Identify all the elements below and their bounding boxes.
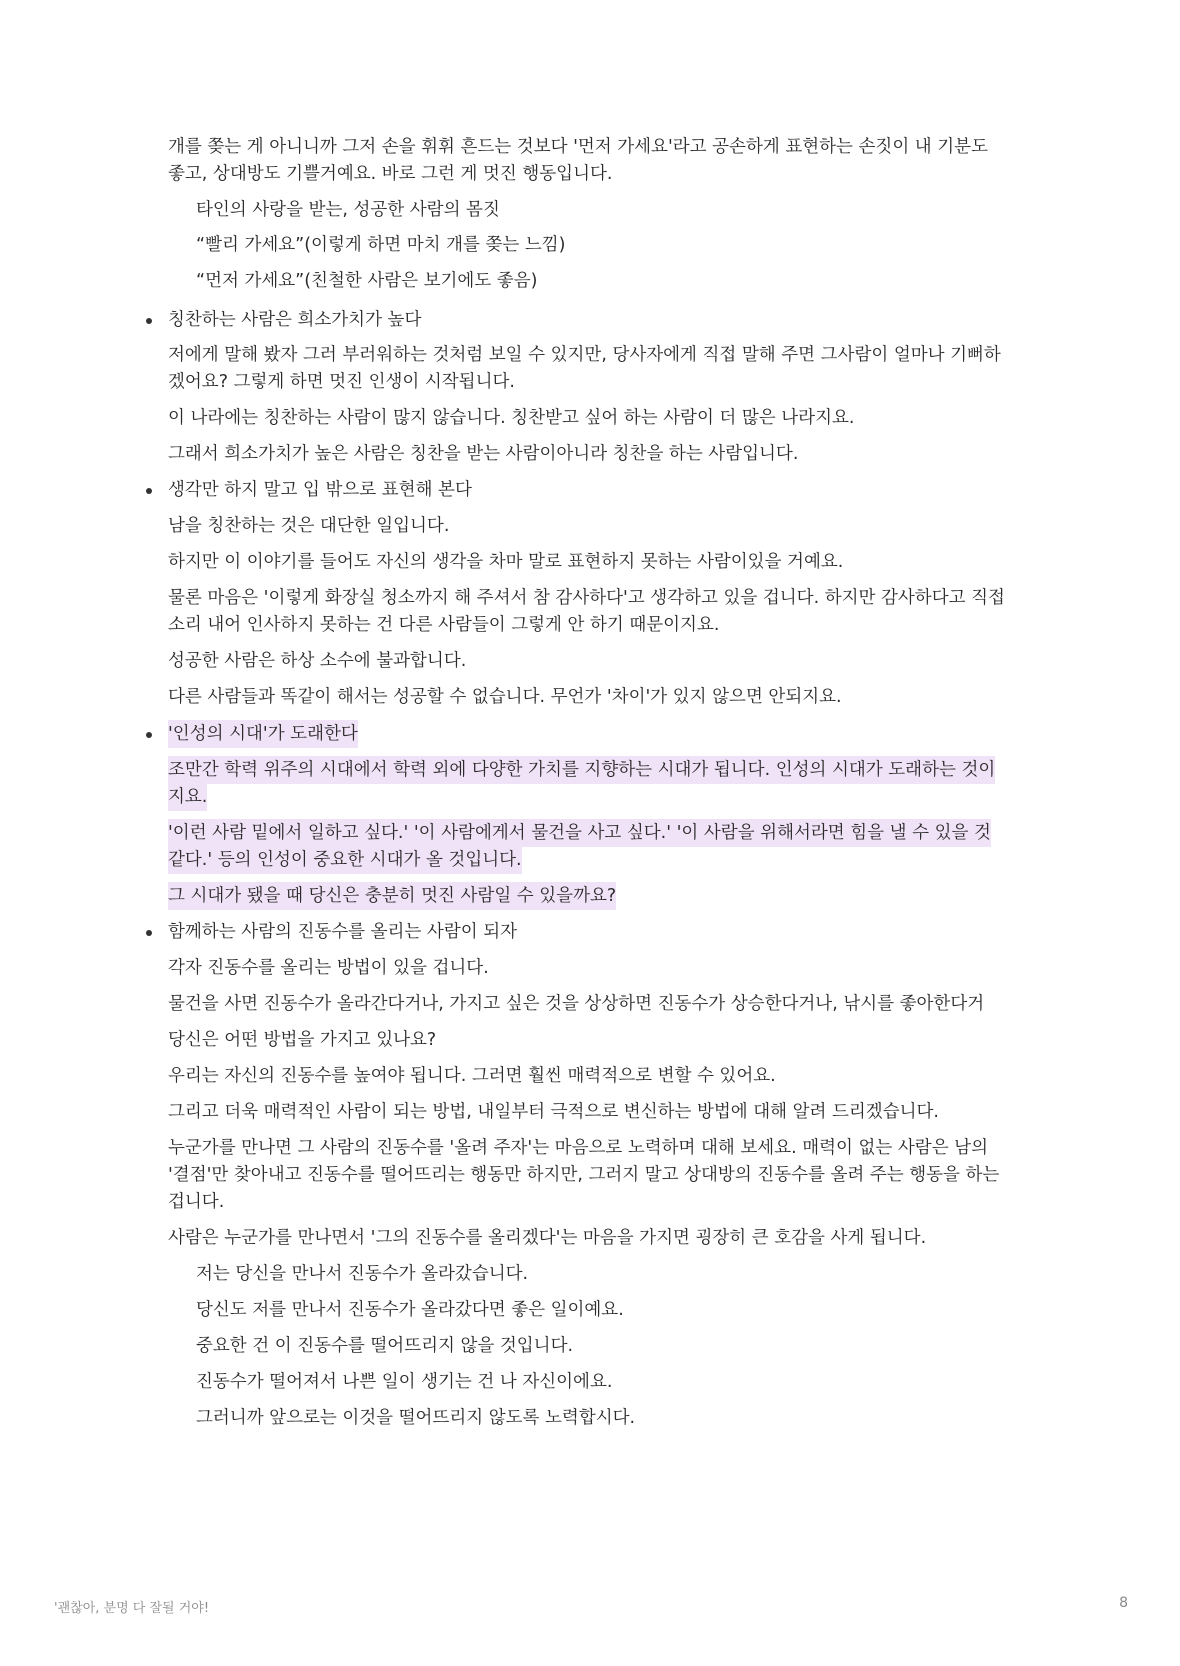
paragraph-line: 물론 마음은 '이렇게 화장실 청소까지 해 주셔서 참 감사하다'고 생각하고 있을 겁니다. 하지만 감사하다고 직접 <box>168 588 1005 608</box>
indented-line: 당신도 저를 만나서 진동수가 올라갔다면 좋은 일이예요. <box>196 1300 624 1320</box>
paragraph-line: 하지만 이 이야기를 들어도 자신의 생각을 차마 말로 표현하지 못하는 사람이있을 거예요. <box>168 552 844 572</box>
highlighted-bullet-heading: '인성의 시대'가 도래한다 <box>168 720 358 748</box>
indented-line: 중요한 건 이 진동수를 떨어뜨리지 않을 것입니다. <box>196 1336 574 1356</box>
bullet-heading: 생각만 하지 말고 입 밖으로 표현해 본다 <box>168 480 472 500</box>
paragraph-line: 그리고 더욱 매력적인 사람이 되는 방법, 내일부터 극적으로 변신하는 방법에 대해 알려 드리겠습니다. <box>168 1102 939 1122</box>
paragraph-line: 다른 사람들과 똑같이 해서는 성공할 수 없습니다. 무언가 '차이'가 있지 않으면 안되지요. <box>168 687 842 707</box>
paragraph-line: 각자 진동수를 올리는 방법이 있을 겁니다. <box>168 958 489 978</box>
highlighted-line: 그 시대가 됐을 때 당신은 충분히 멋진 사람일 수 있을까요? <box>168 882 616 910</box>
footer-book-title: '괜찮아, 분명 다 잘될 거야! <box>54 1601 210 1616</box>
paragraph-line: 소리 내어 인사하지 못하는 건 다른 사람들이 그렇게 안 하기 때문이지요. <box>168 615 720 635</box>
paragraph-line: 그래서 희소가치가 높은 사람은 칭찬을 받는 사람이아니라 칭찬을 하는 사람입니다. <box>168 444 799 464</box>
indented-line: 타인의 사랑을 받는, 성공한 사람의 몸짓 <box>196 200 500 220</box>
paragraph-line: '결점'만 찾아내고 진동수를 떨어뜨리는 행동만 하지만, 그러지 말고 상대방의 진동수를 올려 주는 행동을 하는 <box>168 1165 1000 1185</box>
paragraph-line: 우리는 자신의 진동수를 높여야 됩니다. 그러면 훨씬 매력적으로 변할 수 있어요. <box>168 1066 776 1086</box>
paragraph-line: 겁니다. <box>168 1192 225 1212</box>
paragraph-line: 이 나라에는 칭찬하는 사람이 많지 않습니다. 칭찬받고 싶어 하는 사람이 더 많은 나라지요. <box>168 408 855 428</box>
paragraph-line: 저에게 말해 봤자 그러 부러워하는 것처럼 보일 수 있지만, 당사자에게 직접 말해 주면 그사람이 얼마나 기뻐하 <box>168 345 1001 365</box>
paragraph-line: 당신은 어떤 방법을 가지고 있나요? <box>168 1030 437 1050</box>
paragraph-line: 사람은 누군가를 만나면서 '그의 진동수를 올리겠다'는 마음을 가지면 굉장히 큰 호감을 사게 됩니다. <box>168 1228 927 1248</box>
paragraph-line: 겠어요? 그렇게 하면 멋진 인생이 시작됩니다. <box>168 372 515 392</box>
bullet-heading: 함께하는 사람의 진동수를 올리는 사람이 되자 <box>168 922 518 942</box>
paragraph-line: 남을 칭찬하는 것은 대단한 일입니다. <box>168 516 450 536</box>
paragraph-line: 성공한 사람은 하상 소수에 불과합니다. <box>168 651 467 671</box>
paragraph-line: 물건을 사면 진동수가 올라간다거나, 가지고 싶은 것을 상상하면 진동수가 상승한다거나, 낚시를 좋아한다거 <box>168 994 985 1014</box>
highlighted-line: 조만간 학력 위주의 시대에서 학력 외에 다양한 가치를 지향하는 시대가 됩니다. 인성의 시대가 도래하는 것이 <box>168 756 995 784</box>
paragraph-line: 개를 쫒는 게 아니니까 그저 손을 휘휘 흔드는 것보다 '먼저 가세요'라고 공손하게 표현하는 손짓이 내 기분도 <box>168 137 988 157</box>
highlighted-line: '이런 사람 밑에서 일하고 싶다.' '이 사람에게서 물건을 사고 싶다.' '이 사람을 위해서라면 힘을 낼 수 있을 것 <box>168 819 991 847</box>
indented-line: “빨리 가세요”(이렇게 하면 마치 개를 쫒는 느낌) <box>196 235 566 255</box>
indented-line: 진동수가 떨어져서 나쁜 일이 생기는 건 나 자신이에요. <box>196 1372 613 1392</box>
bullet-icon <box>146 318 152 324</box>
highlighted-line: 같다.' 등의 인성이 중요한 시대가 올 것입니다. <box>168 846 522 874</box>
indented-line: “먼저 가세요”(친철한 사람은 보기에도 좋음) <box>196 271 538 291</box>
bullet-icon <box>146 732 152 738</box>
paragraph-line: 좋고, 상대방도 기쁠거예요. 바로 그런 게 멋진 행동입니다. <box>168 164 613 184</box>
indented-line: 그러니까 앞으로는 이것을 떨어뜨리지 않도록 노력합시다. <box>196 1408 636 1428</box>
bullet-heading: 칭찬하는 사람은 희소가치가 높다 <box>168 310 422 330</box>
bullet-icon <box>146 930 152 936</box>
page-number: 8 <box>1119 1595 1128 1611</box>
highlighted-line: 지요. <box>168 783 207 811</box>
bullet-icon <box>146 488 152 494</box>
indented-line: 저는 당신을 만나서 진동수가 올라갔습니다. <box>196 1264 529 1284</box>
paragraph-line: 누군가를 만나면 그 사람의 진동수를 '올려 주자'는 마음으로 노력하며 대해 보세요. 매력이 없는 사람은 남의 <box>168 1138 988 1158</box>
